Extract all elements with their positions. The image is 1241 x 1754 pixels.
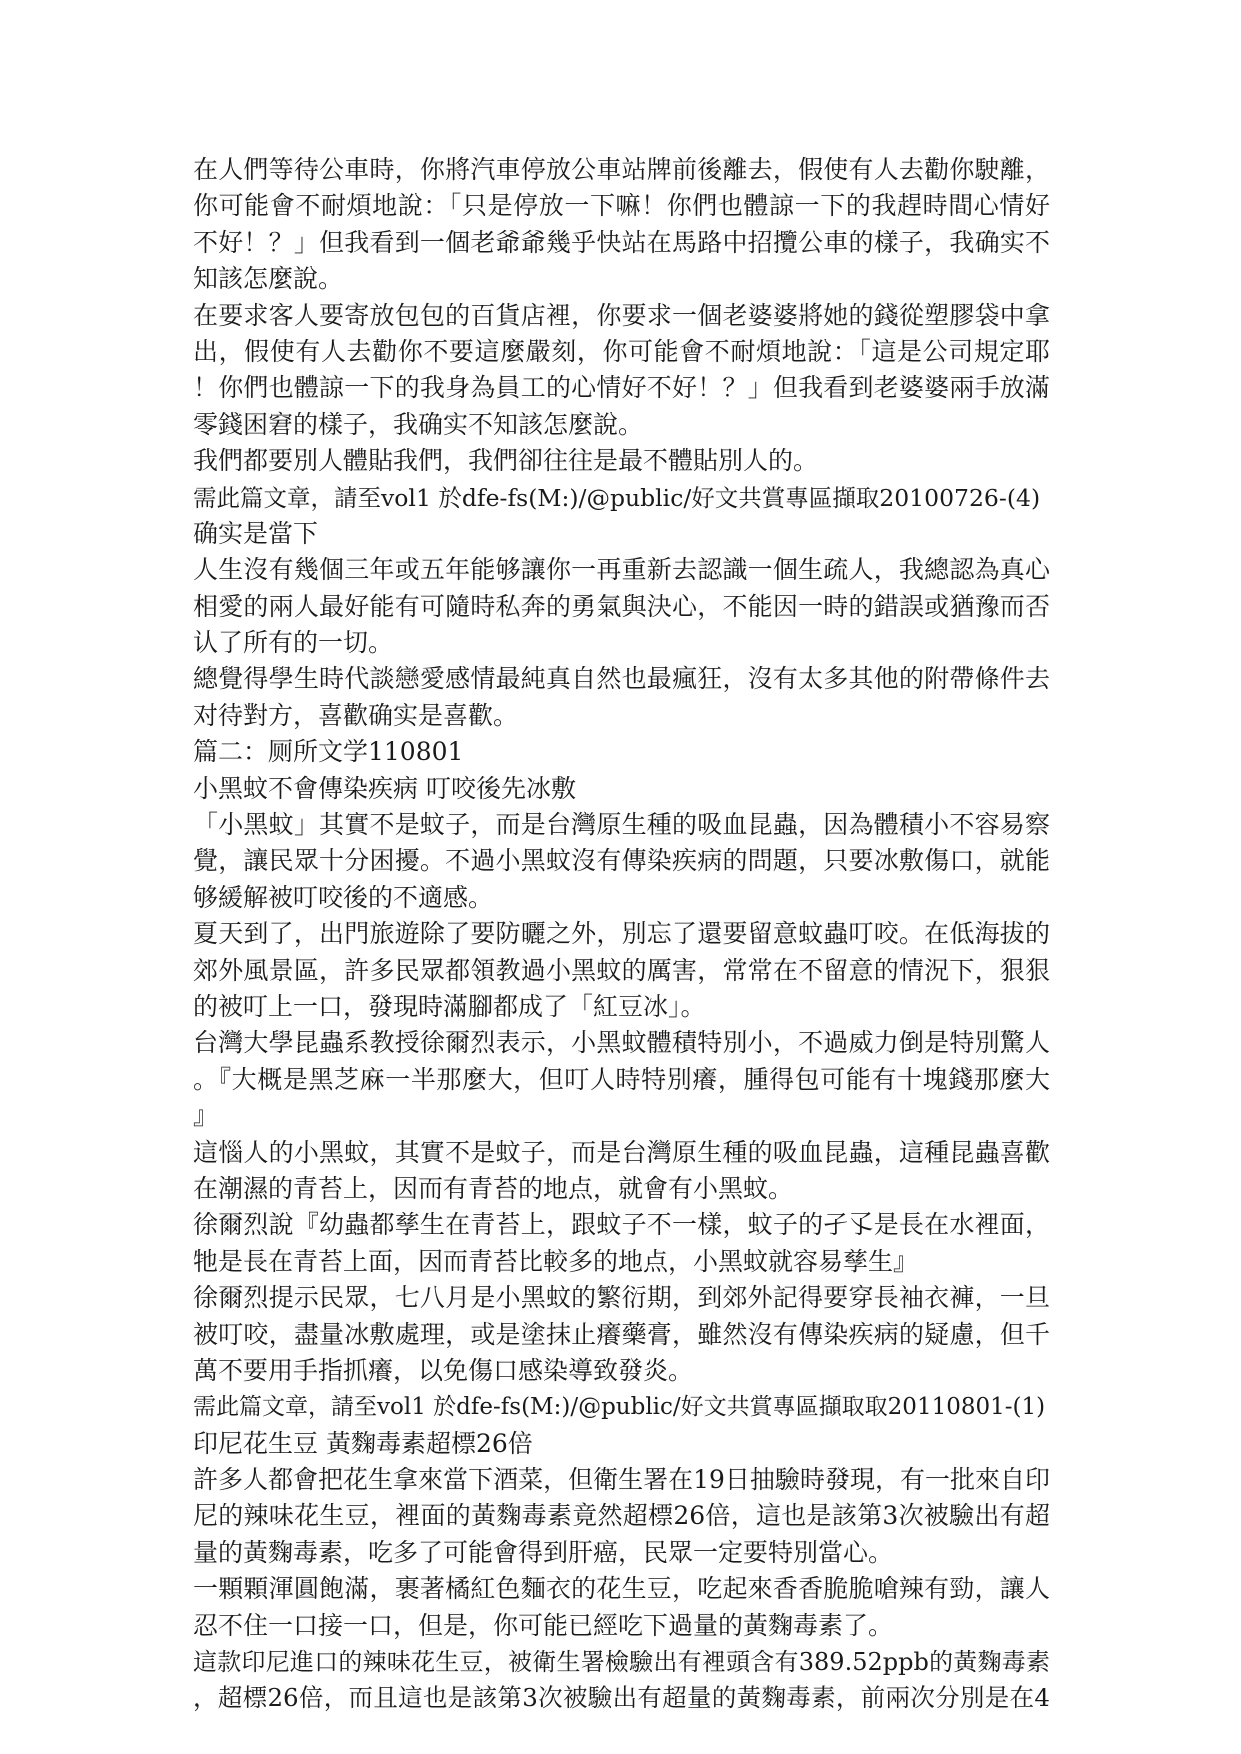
text-line: 徐爾烈提示民眾，七八月是小黑蚊的繁衍期，到郊外記得要穿長袖衣褲，一旦 bbox=[193, 1283, 1050, 1313]
text-line: 尼的辣味花生豆，裡面的黃麴毒素竟然超標26倍，這也是該第3次被驗出有超 bbox=[193, 1501, 1050, 1531]
text-line: 』 bbox=[193, 1101, 219, 1131]
text-line: 零錢困窘的樣子，我确实不知該怎麼說。 bbox=[193, 409, 644, 439]
text-line: 小黑蚊不會傳染疾病 叮咬後先冰敷 bbox=[193, 773, 576, 803]
text-line: 知該怎麼說。 bbox=[193, 264, 344, 294]
text-line: 的被叮上一口，發現時滿腳都成了「紅豆冰」。 bbox=[193, 991, 706, 1021]
text-line: 徐爾烈說『幼蟲都孳生在青苔上，跟蚊子不一樣，蚊子的孑孓是長在水裡面， bbox=[193, 1210, 1050, 1240]
text-line: 量的黃麴毒素，吃多了可能會得到肝癌，民眾一定要特別當心。 bbox=[193, 1537, 894, 1567]
text-line: 印尼花生豆 黃麴毒素超標26倍 bbox=[193, 1428, 533, 1458]
text-line: 你可能會不耐煩地說：「只是停放一下嘛！你們也體諒一下的我趕時間心情好 bbox=[193, 191, 1050, 221]
text-line: 許多人都會把花生拿來當下酒菜，但衛生署在19日抽驗時發現，有一批來自印 bbox=[193, 1465, 1050, 1495]
text-line: 不好！？」但我看到一個老爺爺幾乎快站在馬路中招攬公車的樣子，我确实不 bbox=[193, 227, 1050, 257]
text-line: 總覺得學生時代談戀愛感情最純真自然也最瘋狂，沒有太多其他的附帶條件去 bbox=[193, 664, 1050, 694]
text-line: 需此篇文章，請至vol1 於dfe-fs(M:)/@public/好文共賞專區擷取取20110801-(1) bbox=[193, 1394, 1046, 1421]
text-line: 覺，讓民眾十分困擾。不過小黑蚊沒有傳染疾病的問題，只要冰敷傷口，就能 bbox=[193, 846, 1050, 876]
text-line: 出，假使有人去勸你不要這麼嚴刻，你可能會不耐煩地說：「這是公司規定耶 bbox=[193, 336, 1050, 366]
text-line: 认了所有的一切。 bbox=[193, 628, 394, 658]
text-line: 对待對方，喜歡确实是喜歡。 bbox=[193, 700, 519, 730]
text-line: 需此篇文章，請至vol1 於dfe-fs(M:)/@public/好文共賞專區擷取20100726-(4) bbox=[193, 483, 1041, 512]
text-line: 一顆顆渾圓飽滿，裹著橘紅色麵衣的花生豆，吃起來香香脆脆嗆辣有勁，讓人 bbox=[193, 1574, 1050, 1604]
text-line: 牠是長在青苔上面，因而青苔比較多的地点，小黑蚊就容易孳生』 bbox=[193, 1246, 919, 1276]
text-line: 在人們等待公車時，你將汽車停放公車站牌前後離去，假使有人去勸你駛離， bbox=[193, 155, 1050, 184]
text-line: 在潮濕的青苔上，因而有青苔的地点，就會有小黑蚊。 bbox=[193, 1173, 794, 1203]
text-line: 「小黑蚊」其實不是蚊子，而是台灣原生種的吸血昆蟲，因為體積小不容易察 bbox=[193, 810, 1050, 840]
text-line: ，超標26倍，而且這也是該第3次被驗出有超量的黃麴毒素，前兩次分別是在4 bbox=[193, 1683, 1050, 1713]
text-line: 我們都要別人體貼我們，我們卻往往是最不體貼別人的。 bbox=[193, 446, 819, 476]
text-line: 這款印尼進口的辣味花生豆，被衛生署檢驗出有裡頭含有389.52ppb的黃麴毒素 bbox=[193, 1648, 1050, 1677]
text-line: 忍不住一口接一口，但是，你可能已經吃下過量的黃麴毒素了。 bbox=[193, 1610, 894, 1640]
text-line: 相愛的兩人最好能有可隨時私奔的勇氣與決心，不能因一時的錯誤或猶豫而否 bbox=[193, 591, 1050, 621]
document-page bbox=[193, 152, 1050, 1717]
text-line: 。『大概是黑芝麻一半那麼大，但叮人時特別癢，腫得包可能有十塊錢那麼大 bbox=[193, 1064, 1050, 1094]
text-line: 萬不要用手指抓癢，以免傷口感染導致發炎。 bbox=[193, 1355, 694, 1385]
text-line: ！你們也體諒一下的我身為員工的心情好不好！？」但我看到老婆婆兩手放滿 bbox=[193, 373, 1050, 403]
text-line: 台灣大學昆蟲系教授徐爾烈表示，小黑蚊體積特別小，不過威力倒是特別驚人 bbox=[193, 1028, 1050, 1058]
text-line: 人生沒有幾個三年或五年能够讓你一再重新去認識一個生疏人，我總認為真心 bbox=[193, 555, 1050, 585]
text-line: 够緩解被叮咬後的不適感。 bbox=[193, 882, 494, 912]
text-line: 被叮咬，盡量冰敷處理，或是塗抹止癢藥膏，雖然沒有傳染疾病的疑慮，但千 bbox=[193, 1319, 1050, 1349]
text-line: 篇二：厕所文学110801 bbox=[193, 737, 464, 767]
text-line: 這惱人的小黑蚊，其實不是蚊子，而是台灣原生種的吸血昆蟲，這種昆蟲喜歡 bbox=[193, 1137, 1050, 1167]
text-line: 确实是當下 bbox=[193, 518, 319, 548]
text-line: 夏天到了，出門旅遊除了要防曬之外，別忘了還要留意蚊蟲叮咬。在低海拔的 bbox=[193, 919, 1050, 949]
text-line: 郊外風景區，許多民眾都領教過小黑蚊的厲害，常常在不留意的情況下，狠狠 bbox=[193, 955, 1050, 985]
text-line: 在要求客人要寄放包包的百貨店裡，你要求一個老婆婆將她的錢從塑膠袋中拿 bbox=[193, 300, 1050, 330]
